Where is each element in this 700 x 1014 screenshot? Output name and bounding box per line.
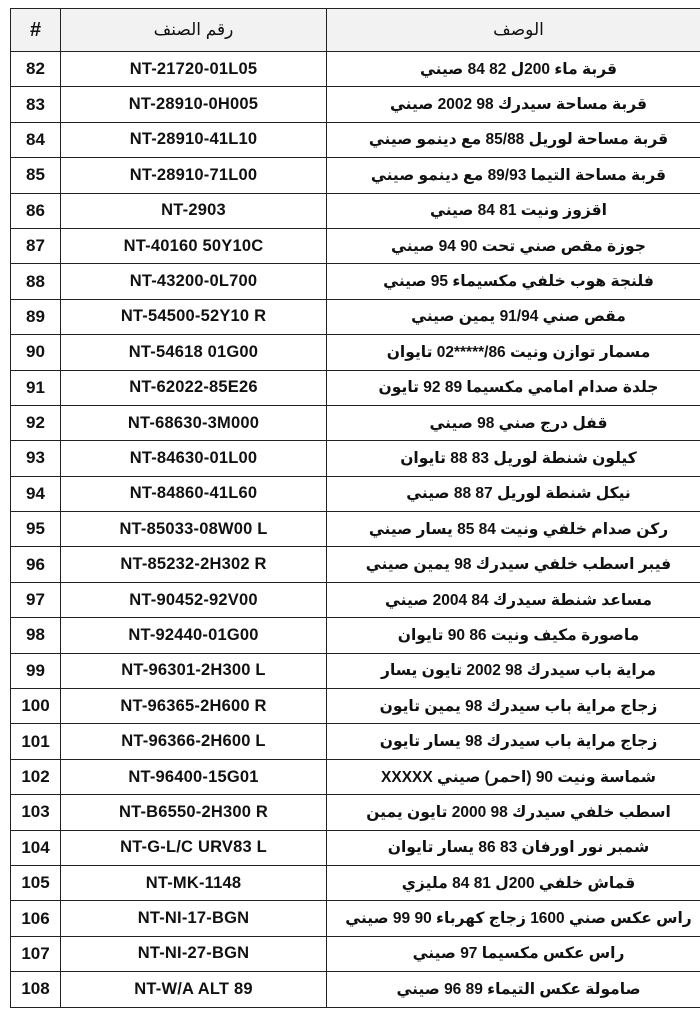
row-number: 102	[11, 759, 61, 794]
row-number: 106	[11, 901, 61, 936]
row-number: 105	[11, 865, 61, 900]
table-row	[11, 264, 700, 299]
table-row	[11, 759, 700, 794]
row-number: 103	[11, 795, 61, 830]
table-row	[11, 228, 700, 263]
item-description: زجاج مراية باب سيدرك 98 يمين تايون	[327, 689, 700, 724]
item-code: NT-B6550-2H300 R	[61, 795, 327, 830]
item-code: NT-62022-85E26	[61, 370, 327, 405]
item-description: مقص صني 91/94 يمين صيني	[327, 299, 700, 334]
item-description: مسمار توازن ونيت 86/*****02 تايوان	[327, 335, 700, 370]
row-number: 86	[11, 193, 61, 228]
row-number: 91	[11, 370, 61, 405]
item-description: ماصورة مكيف ونيت 86 90 تايوان	[327, 618, 700, 653]
row-number: 88	[11, 264, 61, 299]
item-description: قربة مساحة سيدرك 98 2002 صيني	[327, 87, 700, 122]
item-code: NT-85232-2H302 R	[61, 547, 327, 582]
row-number: 104	[11, 830, 61, 865]
item-code: NT-90452-92V00	[61, 582, 327, 617]
table-row	[11, 830, 700, 865]
item-description: جلدة صدام امامي مكسيما 89 92 تايون	[327, 370, 700, 405]
table-row	[11, 193, 700, 228]
item-code: NT-40160 50Y10C	[61, 228, 327, 263]
table-body	[11, 52, 700, 1008]
item-description: ركن صدام خلفي ونيت 84 85 يسار صيني	[327, 512, 700, 547]
row-number: 83	[11, 87, 61, 122]
item-description: زجاج مراية باب سيدرك 98 يسار تايون	[327, 724, 700, 759]
row-number: 84	[11, 122, 61, 157]
table-row	[11, 476, 700, 511]
item-description: راس عكس مكسيما 97 صيني	[327, 936, 700, 971]
item-description: اقزوز ونيت 81 84 صيني	[327, 193, 700, 228]
item-description: مراية باب سيدرك 98 2002 تايون يسار	[327, 653, 700, 688]
table-row	[11, 724, 700, 759]
item-description: قربة مساحة لوريل 85/88 مع دينمو صيني	[327, 122, 700, 157]
header-number: #	[11, 9, 61, 52]
item-description: قربة مساحة التيما 89/93 مع دينمو صيني	[327, 158, 700, 193]
row-number: 98	[11, 618, 61, 653]
row-number: 107	[11, 936, 61, 971]
table-row	[11, 441, 700, 476]
item-code: NT-85033-08W00 L	[61, 512, 327, 547]
row-number: 100	[11, 689, 61, 724]
table-row	[11, 795, 700, 830]
row-number: 94	[11, 476, 61, 511]
table-row	[11, 122, 700, 157]
table-row	[11, 335, 700, 370]
item-description: نيكل شنطة لوريل 87 88 صيني	[327, 476, 700, 511]
row-number: 89	[11, 299, 61, 334]
item-description: قفل درج صني 98 صيني	[327, 405, 700, 440]
row-number: 85	[11, 158, 61, 193]
table-row	[11, 512, 700, 547]
table-row	[11, 547, 700, 582]
item-code: NT-G-L/C URV83 L	[61, 830, 327, 865]
item-description: صامولة عكس التيماء 89 96 صيني	[327, 972, 700, 1007]
header-description: الوصف	[327, 9, 700, 52]
row-number: 96	[11, 547, 61, 582]
table-row	[11, 865, 700, 900]
item-code: NT-54618 01G00	[61, 335, 327, 370]
table-row	[11, 87, 700, 122]
row-number: 99	[11, 653, 61, 688]
item-code: NT-43200-0L700	[61, 264, 327, 299]
table-row	[11, 370, 700, 405]
item-code: NT-28910-71L00	[61, 158, 327, 193]
parts-table	[10, 8, 700, 1008]
table-row	[11, 582, 700, 617]
table-row	[11, 901, 700, 936]
table-row	[11, 936, 700, 971]
item-code: NT-28910-41L10	[61, 122, 327, 157]
item-code: NT-21720-01L05	[61, 52, 327, 87]
table-row	[11, 299, 700, 334]
row-number: 101	[11, 724, 61, 759]
item-description: قماش خلفي 200ل 81 84 مليزي	[327, 865, 700, 900]
item-code: NT-84630-01L00	[61, 441, 327, 476]
item-code: NT-96400-15G01	[61, 759, 327, 794]
item-code: NT-92440-01G00	[61, 618, 327, 653]
item-code: NT-W/A ALT 89	[61, 972, 327, 1007]
item-description: راس عكس صني 1600 زجاج كهرباء 90 99 صيني	[327, 901, 700, 936]
item-code: NT-68630-3M000	[61, 405, 327, 440]
table-row	[11, 972, 700, 1007]
table-row	[11, 52, 700, 87]
table-header	[11, 9, 700, 52]
item-code: NT-96365-2H600 R	[61, 689, 327, 724]
table-row	[11, 618, 700, 653]
table-row	[11, 158, 700, 193]
item-code: NT-MK-1148	[61, 865, 327, 900]
row-number: 97	[11, 582, 61, 617]
row-number: 82	[11, 52, 61, 87]
table-row	[11, 689, 700, 724]
item-description: جوزة مقص صني تحت 90 94 صيني	[327, 228, 700, 263]
item-description: قربة ماء 200ل 82 84 صيني	[327, 52, 700, 87]
item-description: كيلون شنطة لوريل 83 88 تايوان	[327, 441, 700, 476]
row-number: 108	[11, 972, 61, 1007]
item-code: NT-96301-2H300 L	[61, 653, 327, 688]
table-row	[11, 405, 700, 440]
item-code: NT-2903	[61, 193, 327, 228]
row-number: 95	[11, 512, 61, 547]
item-code: NT-NI-17-BGN	[61, 901, 327, 936]
item-description: شمبر نور اورفان 83 86 يسار تايوان	[327, 830, 700, 865]
item-code: NT-54500-52Y10 R	[61, 299, 327, 334]
item-code: NT-96366-2H600 L	[61, 724, 327, 759]
item-description: مساعد شنطة سيدرك 84 2004 صيني	[327, 582, 700, 617]
item-code: NT-84860-41L60	[61, 476, 327, 511]
header-item-code: رقم الصنف	[61, 9, 327, 52]
item-code: NT-NI-27-BGN	[61, 936, 327, 971]
row-number: 87	[11, 228, 61, 263]
item-description: شماسة ونيت 90 (احمر) صيني XXXXX	[327, 759, 700, 794]
item-code: NT-28910-0H005	[61, 87, 327, 122]
item-description: فيبر اسطب خلفي سيدرك 98 يمين صيني	[327, 547, 700, 582]
row-number: 92	[11, 405, 61, 440]
table-row	[11, 653, 700, 688]
row-number: 90	[11, 335, 61, 370]
item-description: اسطب خلفي سيدرك 98 2000 تايون يمين	[327, 795, 700, 830]
row-number: 93	[11, 441, 61, 476]
item-description: فلنجة هوب خلفي مكسيماء 95 صيني	[327, 264, 700, 299]
